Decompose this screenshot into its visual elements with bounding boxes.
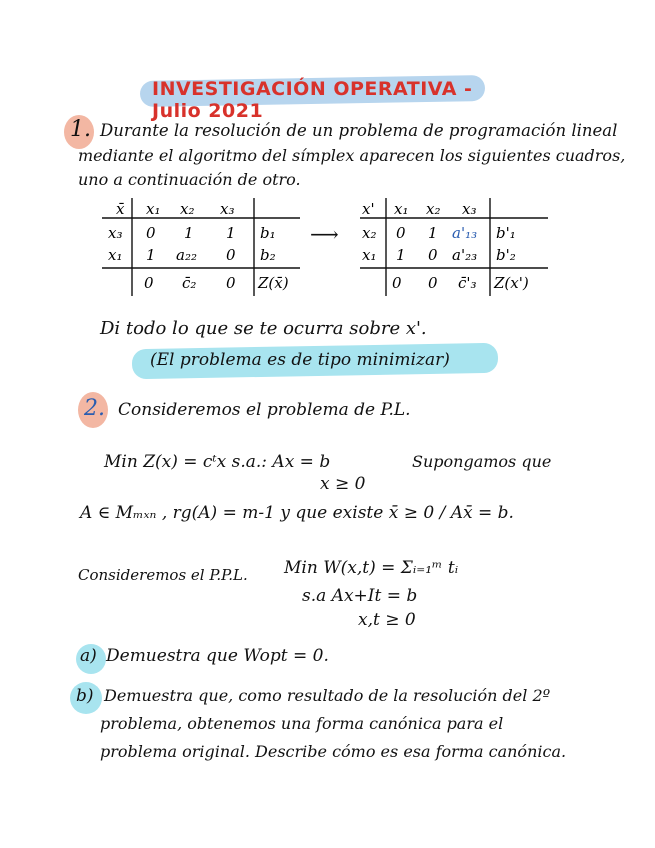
left-cost-3: 0 [226, 274, 236, 292]
q1-line3: uno a continuación de otro. [78, 170, 301, 189]
q2-assumption: A ∈ Mₘₓₙ , rg(A) = m-1 y que existe x̄ ≥ 0 / Ax̄ = b. [80, 503, 514, 523]
q2-aux-constraint1: s.a Ax+It = b [302, 586, 418, 606]
left-r2-c3: 0 [226, 246, 236, 264]
right-header-3: x₃ [462, 200, 477, 218]
q1-note: (El problema es de tipo minimizar) [150, 350, 450, 370]
left-cost-1: 0 [144, 274, 154, 292]
left-header-1: x₁ [146, 200, 161, 218]
q2-problem-constraint: x ≥ 0 [320, 474, 366, 494]
title-text: INVESTIGACIÓN OPERATIVA - Julio 2021 [152, 78, 473, 122]
left-cost-z: Z(x̄) [258, 274, 289, 292]
left-r1-c1: 0 [146, 224, 156, 242]
q2b-line3: problema original. Describe cómo es esa forma canónica. [100, 742, 567, 761]
left-r2-c1: 1 [146, 246, 156, 264]
right-r1-basis: x₂ [362, 224, 377, 242]
q2b-line2: problema, obtenemos una forma canónica para el [100, 714, 504, 733]
right-cost-2: 0 [428, 274, 438, 292]
right-r2-c3: a'₂₃ [452, 246, 478, 264]
left-r1-basis: x₃ [108, 224, 123, 242]
right-r1-rhs: b'₁ [496, 224, 516, 242]
left-header-0: x̄ [116, 200, 125, 218]
q1-line1: Durante la resolución de un problema de programación lineal [100, 121, 618, 140]
q1-question: Di todo lo que se te ocurra sobre x'. [100, 318, 427, 339]
right-simplex-table [358, 196, 558, 300]
q2b-line1: Demuestra que, como resultado de la resolución del 2º [104, 686, 551, 705]
q2-suppose: Supongamos que [412, 452, 552, 471]
right-cost-3: c̄'₃ [458, 274, 477, 292]
q2-aux-objective: Min W(x,t) = Σᵢ₌₁ᵐ tᵢ [284, 558, 459, 578]
right-r2-c1: 1 [396, 246, 406, 264]
right-header-1: x₁ [394, 200, 409, 218]
right-r1-c2: 1 [428, 224, 438, 242]
q2-intro: Consideremos el problema de P.L. [118, 400, 411, 420]
right-r2-c2: 0 [428, 246, 438, 264]
left-r1-c3: 1 [226, 224, 236, 242]
left-header-2: x₂ [180, 200, 195, 218]
q1-line2: mediante el algoritmo del símplex aparecen los siguientes cuadros, [78, 146, 626, 165]
right-header-2: x₂ [426, 200, 441, 218]
q2-aux-intro: Consideremos el P.P.L. [78, 566, 248, 584]
table-arrow: ⟶ [310, 222, 339, 246]
right-header-0: x' [362, 200, 375, 218]
right-r1-c3: a'₁₃ [452, 224, 478, 242]
page-title [140, 72, 485, 122]
left-cost-2: c̄₂ [182, 274, 197, 292]
right-r1-c1: 0 [396, 224, 406, 242]
left-r1-rhs: b₁ [260, 224, 276, 242]
q2-aux-constraint2: x,t ≥ 0 [358, 610, 416, 630]
q2a-text: Demuestra que Wopt = 0. [106, 646, 329, 666]
left-r1-c2: 1 [184, 224, 194, 242]
right-cost-1: 0 [392, 274, 402, 292]
left-r2-rhs: b₂ [260, 246, 276, 264]
right-r2-rhs: b'₂ [496, 246, 516, 264]
left-simplex-table [100, 196, 305, 300]
q2b-label: b) [76, 686, 94, 706]
left-r2-basis: x₁ [108, 246, 123, 264]
q2-number: 2. [84, 396, 105, 421]
q1-number: 1. [70, 117, 91, 142]
q2-problem-objective: Min Z(x) = cᵗx s.a.: Ax = b [104, 452, 331, 472]
right-cost-z: Z(x') [494, 274, 529, 292]
q2a-label: a) [80, 646, 97, 666]
right-r2-basis: x₁ [362, 246, 377, 264]
left-r2-c2: a₂₂ [176, 246, 197, 264]
left-header-3: x₃ [220, 200, 235, 218]
